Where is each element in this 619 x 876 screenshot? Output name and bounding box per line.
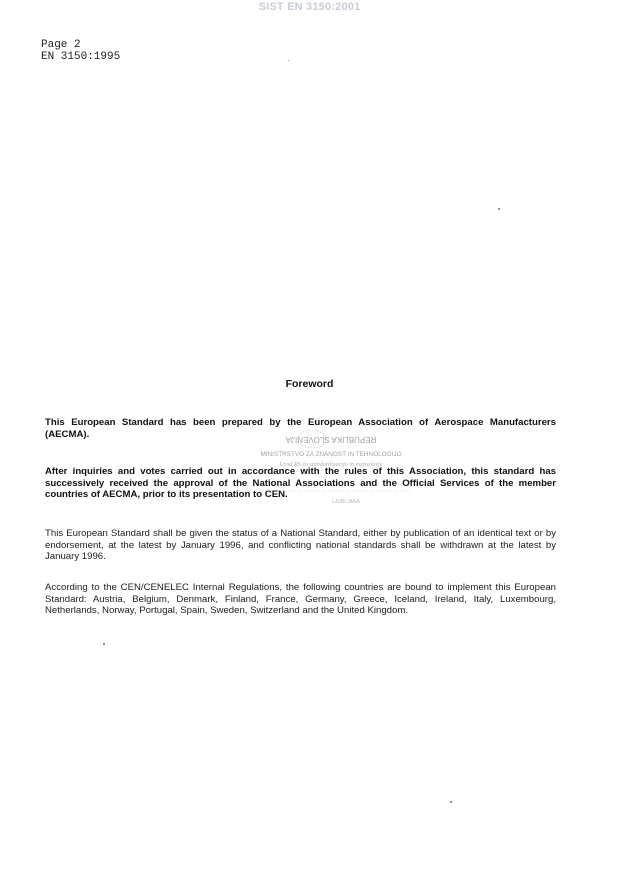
foreword-paragraph-approval: After inquiries and votes carried out in accordance with the rules of this Association, this standard has successively received the approval of the National Associations and the Official Services of the member countries of AECMA, prior to its presentation to CEN.	[45, 466, 556, 501]
foreword-heading: Foreword	[285, 378, 334, 390]
stamp-line-2: MINISTRSTVO ZA ZNANOST IN TEHNOLOGIJO	[260, 451, 402, 458]
stamp-line-3: Urad RS za standardizacijo in meroslovje	[279, 461, 383, 468]
institutional-stamp	[236, 429, 426, 509]
foreword-paragraph-status: This European Standard shall be given the status of a National Standard, either by publication of an identical text or by endorsement, at the latest by January 1996, and conflicting national standards shall be withdrawn at the latest by January 1996.	[45, 528, 556, 563]
page-number: Page 2	[41, 39, 81, 51]
foreword-paragraph-prepared-by: This European Standard has been prepared by the European Association of Aerospace Manufacturers (AECMA).	[45, 417, 556, 440]
document-id: EN 3150:1995	[41, 51, 121, 63]
scan-speck	[498, 208, 500, 210]
stamp-line-4: LJUBLJANA	[332, 499, 360, 505]
foreword-paragraph-countries: According to the CEN/CENELEC Internal Regulations, the following countries are bound to implement this European Standard: Austria, Belgium, Denmark, Finland, France, Germany, Greece, Iceland, Ireland, Italy, Luxembourg, Netherlands, Norway, Portugal, Spain, Sweden, Switzerland and the United Kingdom.	[45, 582, 556, 617]
document-code-header: SIST EN 3150:2001	[258, 1, 361, 13]
stamp-line-1: REPUBLIKA SLOVENIJA	[285, 435, 377, 444]
scan-speck	[103, 643, 105, 645]
scan-speck	[288, 60, 289, 61]
page-reference	[41, 39, 120, 63]
scan-speck	[450, 801, 452, 803]
